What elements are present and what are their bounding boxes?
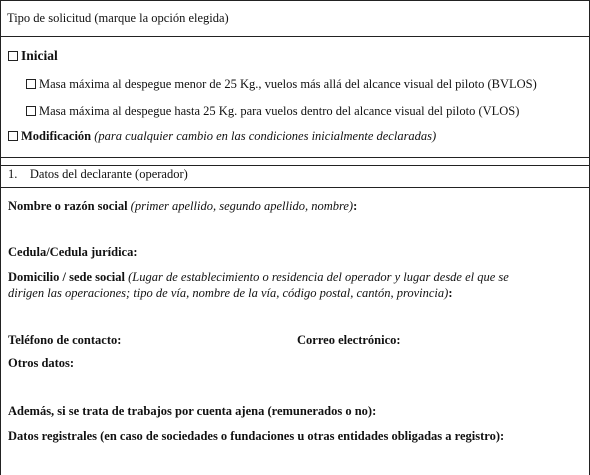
option-bvlos[interactable] <box>26 77 537 92</box>
option-modificacion[interactable] <box>8 129 436 144</box>
modificacion-label: Modificación <box>21 129 92 143</box>
otros-label: Otros datos: <box>8 356 75 370</box>
bvlos-label: Masa máxima al despegue menor de 25 Kg., vuelos más allá del alcance visual del piloto (BVLOS) <box>39 77 537 91</box>
registrales-label: Datos registrales (en caso de sociedades o fundaciones u otras entidades obligadas a registro): <box>8 429 505 443</box>
section0-header-divider <box>0 36 590 37</box>
inicial-checkbox[interactable] <box>8 51 18 61</box>
telefono-label: Teléfono de contacto: <box>8 333 122 347</box>
section1-number: 1. <box>8 167 18 181</box>
domicilio-field-line2 <box>8 286 453 301</box>
vlos-checkbox[interactable] <box>26 106 36 116</box>
nombre-hint: (primer apellido, segundo apellido, nombre) <box>130 199 354 213</box>
domicilio-colon: : <box>448 286 453 300</box>
modificacion-checkbox[interactable] <box>8 131 18 141</box>
section1-title-text: Datos del declarante (operador) <box>29 167 188 181</box>
correo-label: Correo electrónico: <box>297 333 401 347</box>
nombre-field <box>8 199 357 214</box>
modificacion-note: (para cualquier cambio en las condiciones inicialmente declaradas) <box>94 129 437 143</box>
nombre-colon: : <box>353 199 358 213</box>
cedula-label: Cedula/Cedula jurídica: <box>8 245 138 259</box>
option-vlos[interactable] <box>26 104 519 119</box>
domicilio-label: Domicilio / sede social <box>8 270 125 284</box>
section1-title <box>8 167 188 182</box>
inicial-label: Inicial <box>21 48 58 63</box>
bvlos-checkbox[interactable] <box>26 79 36 89</box>
domicilio-hint-line1: (Lugar de establecimiento o residencia del operador y lugar desde el que se <box>128 270 509 284</box>
vlos-label: Masa máxima al despegue hasta 25 Kg. para vuelos dentro del alcance visual del piloto (VLOS) <box>39 104 520 118</box>
section1-header-divider <box>0 187 590 188</box>
option-inicial[interactable] <box>8 48 58 64</box>
domicilio-field <box>8 270 509 285</box>
ademas-label: Además, si se trata de trabajos por cuenta ajena (remunerados o no): <box>8 404 377 418</box>
nombre-label: Nombre o razón social <box>8 199 128 213</box>
section0-title: Tipo de solicitud (marque la opción elegida) <box>7 11 229 25</box>
domicilio-hint-line2: dirigen las operaciones; tipo de vía, nombre de la vía, código postal, cantón, provincia) <box>8 286 449 300</box>
